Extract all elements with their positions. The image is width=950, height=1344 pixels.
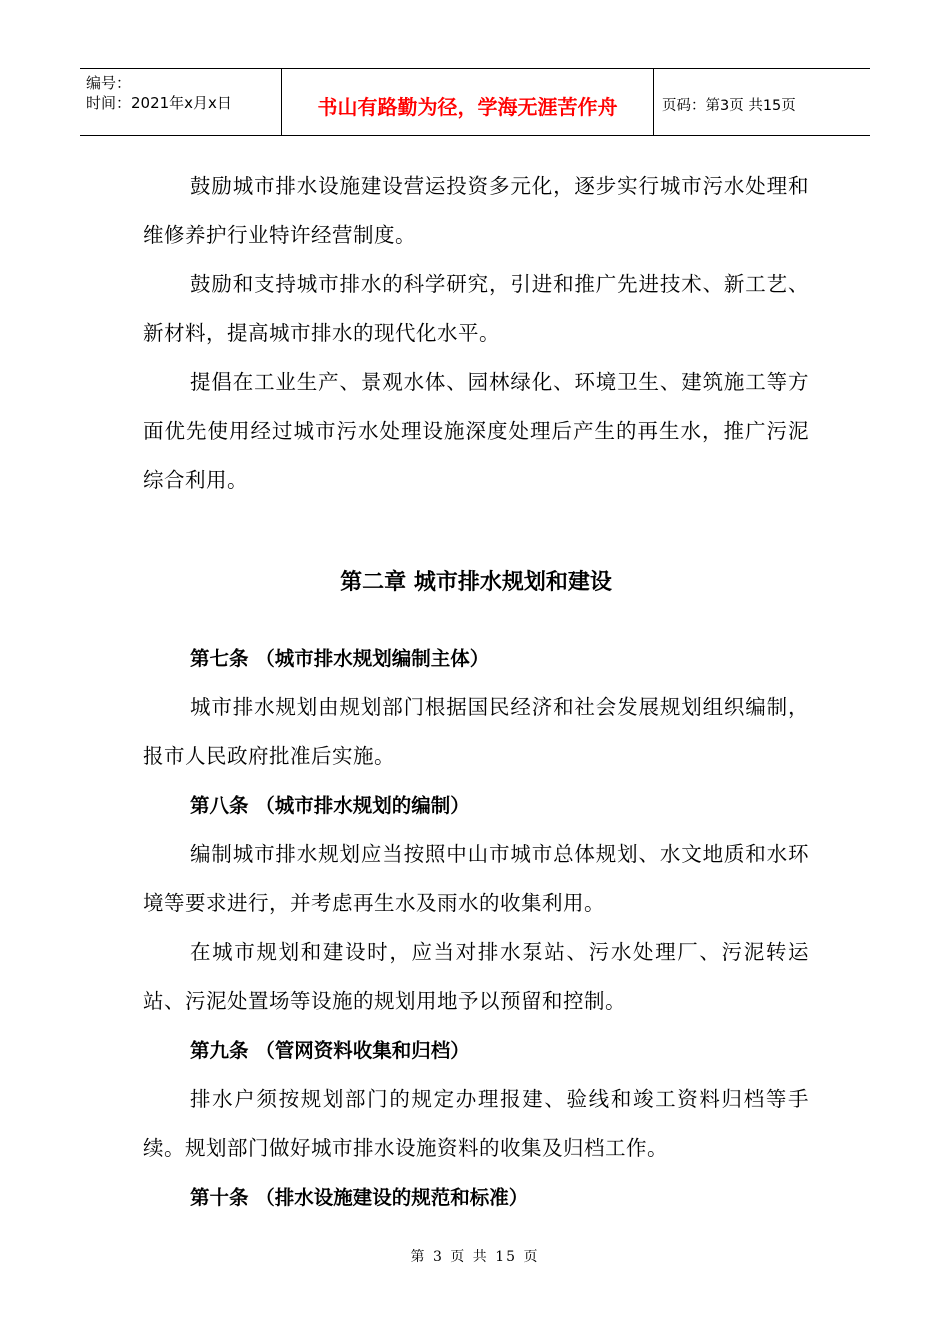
intro-section: [143, 162, 809, 505]
header-motto: 书山有路勤为径，学海无涯苦作舟: [282, 69, 654, 135]
article-title: 第九条 （管网资料收集和归档）: [190, 1039, 470, 1062]
article-title: 第七条 （城市排水规划编制主体）: [190, 647, 490, 670]
page-header: [80, 68, 870, 136]
article-title: 第八条 （城市排水规划的编制）: [190, 794, 470, 817]
paragraph: 城市排水规划由规划部门根据国民经济和社会发展规划组织编制，报市人民政府批准后实施。: [143, 695, 809, 768]
paragraph: 鼓励城市排水设施建设营运投资多元化，逐步实行城市污水处理和维修养护行业特许经营制度。: [143, 174, 809, 247]
chapter-title: 第二章 城市排水规划和建设: [340, 570, 612, 595]
header-page-info: 页码：第3页 共15页: [662, 97, 796, 114]
chapter-section: [143, 634, 809, 1222]
paragraph: 鼓励和支持城市排水的科学研究，引进和推广先进技术、新工艺、新材料，提高城市排水的现代化水平。: [143, 272, 809, 345]
document-time-label: 时间：2021年x月x日: [86, 94, 232, 112]
paragraph: 在城市规划和建设时，应当对排水泵站、污水处理厂、污泥转运站、污泥处置场等设施的规划用地予以预留和控制。: [143, 940, 809, 1013]
page-footer: 第 3 页 共 15 页: [410, 1249, 540, 1265]
article-title: 第十条 （排水设施建设的规范和标准）: [190, 1186, 529, 1209]
paragraph: 提倡在工业生产、景观水体、园林绿化、环境卫生、建筑施工等方面优先使用经过城市污水处理设施深度处理后产生的再生水，推广污泥综合利用。: [143, 370, 809, 492]
document-number-label: 编号：: [86, 74, 132, 92]
paragraph: 排水户须按规划部门的规定办理报建、验线和竣工资料归档等手续。规划部门做好城市排水设施资料的收集及归档工作。: [143, 1087, 809, 1160]
paragraph: 编制城市排水规划应当按照中山市城市总体规划、水文地质和水环境等要求进行，并考虑再生水及雨水的收集利用。: [143, 842, 809, 915]
header-meta: [80, 69, 282, 135]
